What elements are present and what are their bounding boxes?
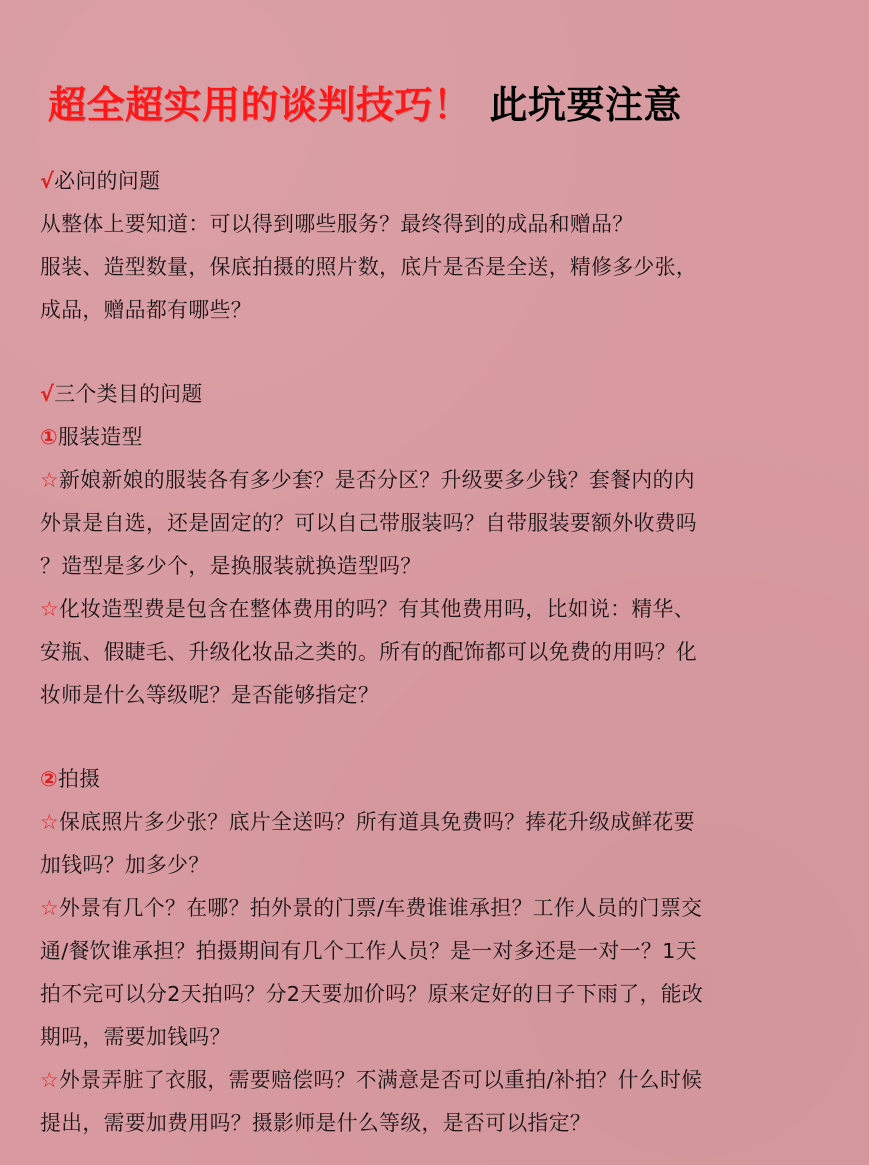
three-categories-heading-text: 三个类目的问题 [54,382,203,406]
star-icon: ☆ [40,597,60,621]
clothing-item-1-text: 新娘新娘的服装各有多少套？是否分区？升级要多少钱？套餐内的内 [59,468,695,492]
star-icon: ☆ [40,896,60,920]
check-mark-icon: √ [40,169,55,193]
title-red-part: 超全超实用的谈判技巧！ [48,83,472,127]
photography-item-3-line: 提出，需要加费用吗？摄影师是什么等级，是否可以指定？ [40,1111,592,1135]
clothing-item-2-line: 妆师是什么等级呢？是否能够指定？ [40,683,380,707]
photography-item-1-text: 保底照片多少张？底片全送吗？所有道具免费吗？捧花升级成鲜花要 [59,810,695,834]
clothing-item-1-line: 外景是自选，还是固定的？可以自己带服装吗？自带服装要额外收费吗 [40,511,698,535]
clothing-item-2-line: 安瓶、假睫毛、升级化妆品之类的。所有的配饰都可以免费的用吗？化 [40,640,698,664]
photography-item-3-line [40,1059,839,1102]
must-ask-line: 服装、造型数量，保底拍摄的照片数，底片是否是全送，精修多少张， [40,255,698,279]
photography-item-2-text: 外景有几个？在哪？拍外景的门票/车费谁谁承担？工作人员的门票交 [59,896,703,920]
title-black-part: 此坑要注意 [489,83,683,127]
subsection-clothing-heading [40,416,839,459]
clothing-item-2-text: 化妆造型费是包含在整体费用的吗？有其他费用吗，比如说：精华、 [59,597,695,621]
photography-item-3-text: 外景弄脏了衣服，需要赔偿吗？不满意是否可以重拍/补拍？什么时候 [59,1068,703,1092]
photography-item-1-line: 加钱吗？加多少？ [40,853,210,877]
must-ask-heading [40,160,839,203]
photography-item-2-line: 通/餐饮谁承担？拍摄期间有几个工作人员？是一对多还是一对一？1天 [40,939,697,963]
must-ask-section [40,160,839,332]
photography-item-2-line: 拍不完可以分2天拍吗？分2天要加价吗？原来定好的日子下雨了，能改 [40,982,704,1006]
section-gap [40,332,839,373]
photography-item-2-line: 期吗，需要加钱吗？ [40,1025,231,1049]
three-categories-section [40,373,839,1145]
check-mark-icon: √ [40,382,55,406]
circled-number-two-icon: ② [40,767,59,791]
must-ask-heading-text: 必问的问题 [54,169,161,193]
subsection-clothing-title: 服装造型 [58,425,143,449]
photography-item-2-line [40,887,839,930]
page-title [48,74,839,136]
star-icon: ☆ [40,468,60,492]
star-icon: ☆ [40,810,60,834]
three-categories-heading [40,373,839,416]
star-icon: ☆ [40,1068,60,1092]
circled-number-one-icon: ① [40,425,59,449]
subsection-gap [40,717,839,758]
subsection-photography-title: 拍摄 [58,767,101,791]
clothing-item-1-line [40,459,839,502]
photography-item-1-line [40,801,839,844]
must-ask-line: 成品，赠品都有哪些？ [40,298,252,322]
must-ask-line: 从整体上要知道：可以得到哪些服务？最终得到的成品和赠品？ [40,212,634,236]
clothing-item-1-line: ？造型是多少个，是换服装就换造型吗？ [40,554,422,578]
clothing-item-2-line [40,588,839,631]
subsection-photography-heading [40,758,839,801]
